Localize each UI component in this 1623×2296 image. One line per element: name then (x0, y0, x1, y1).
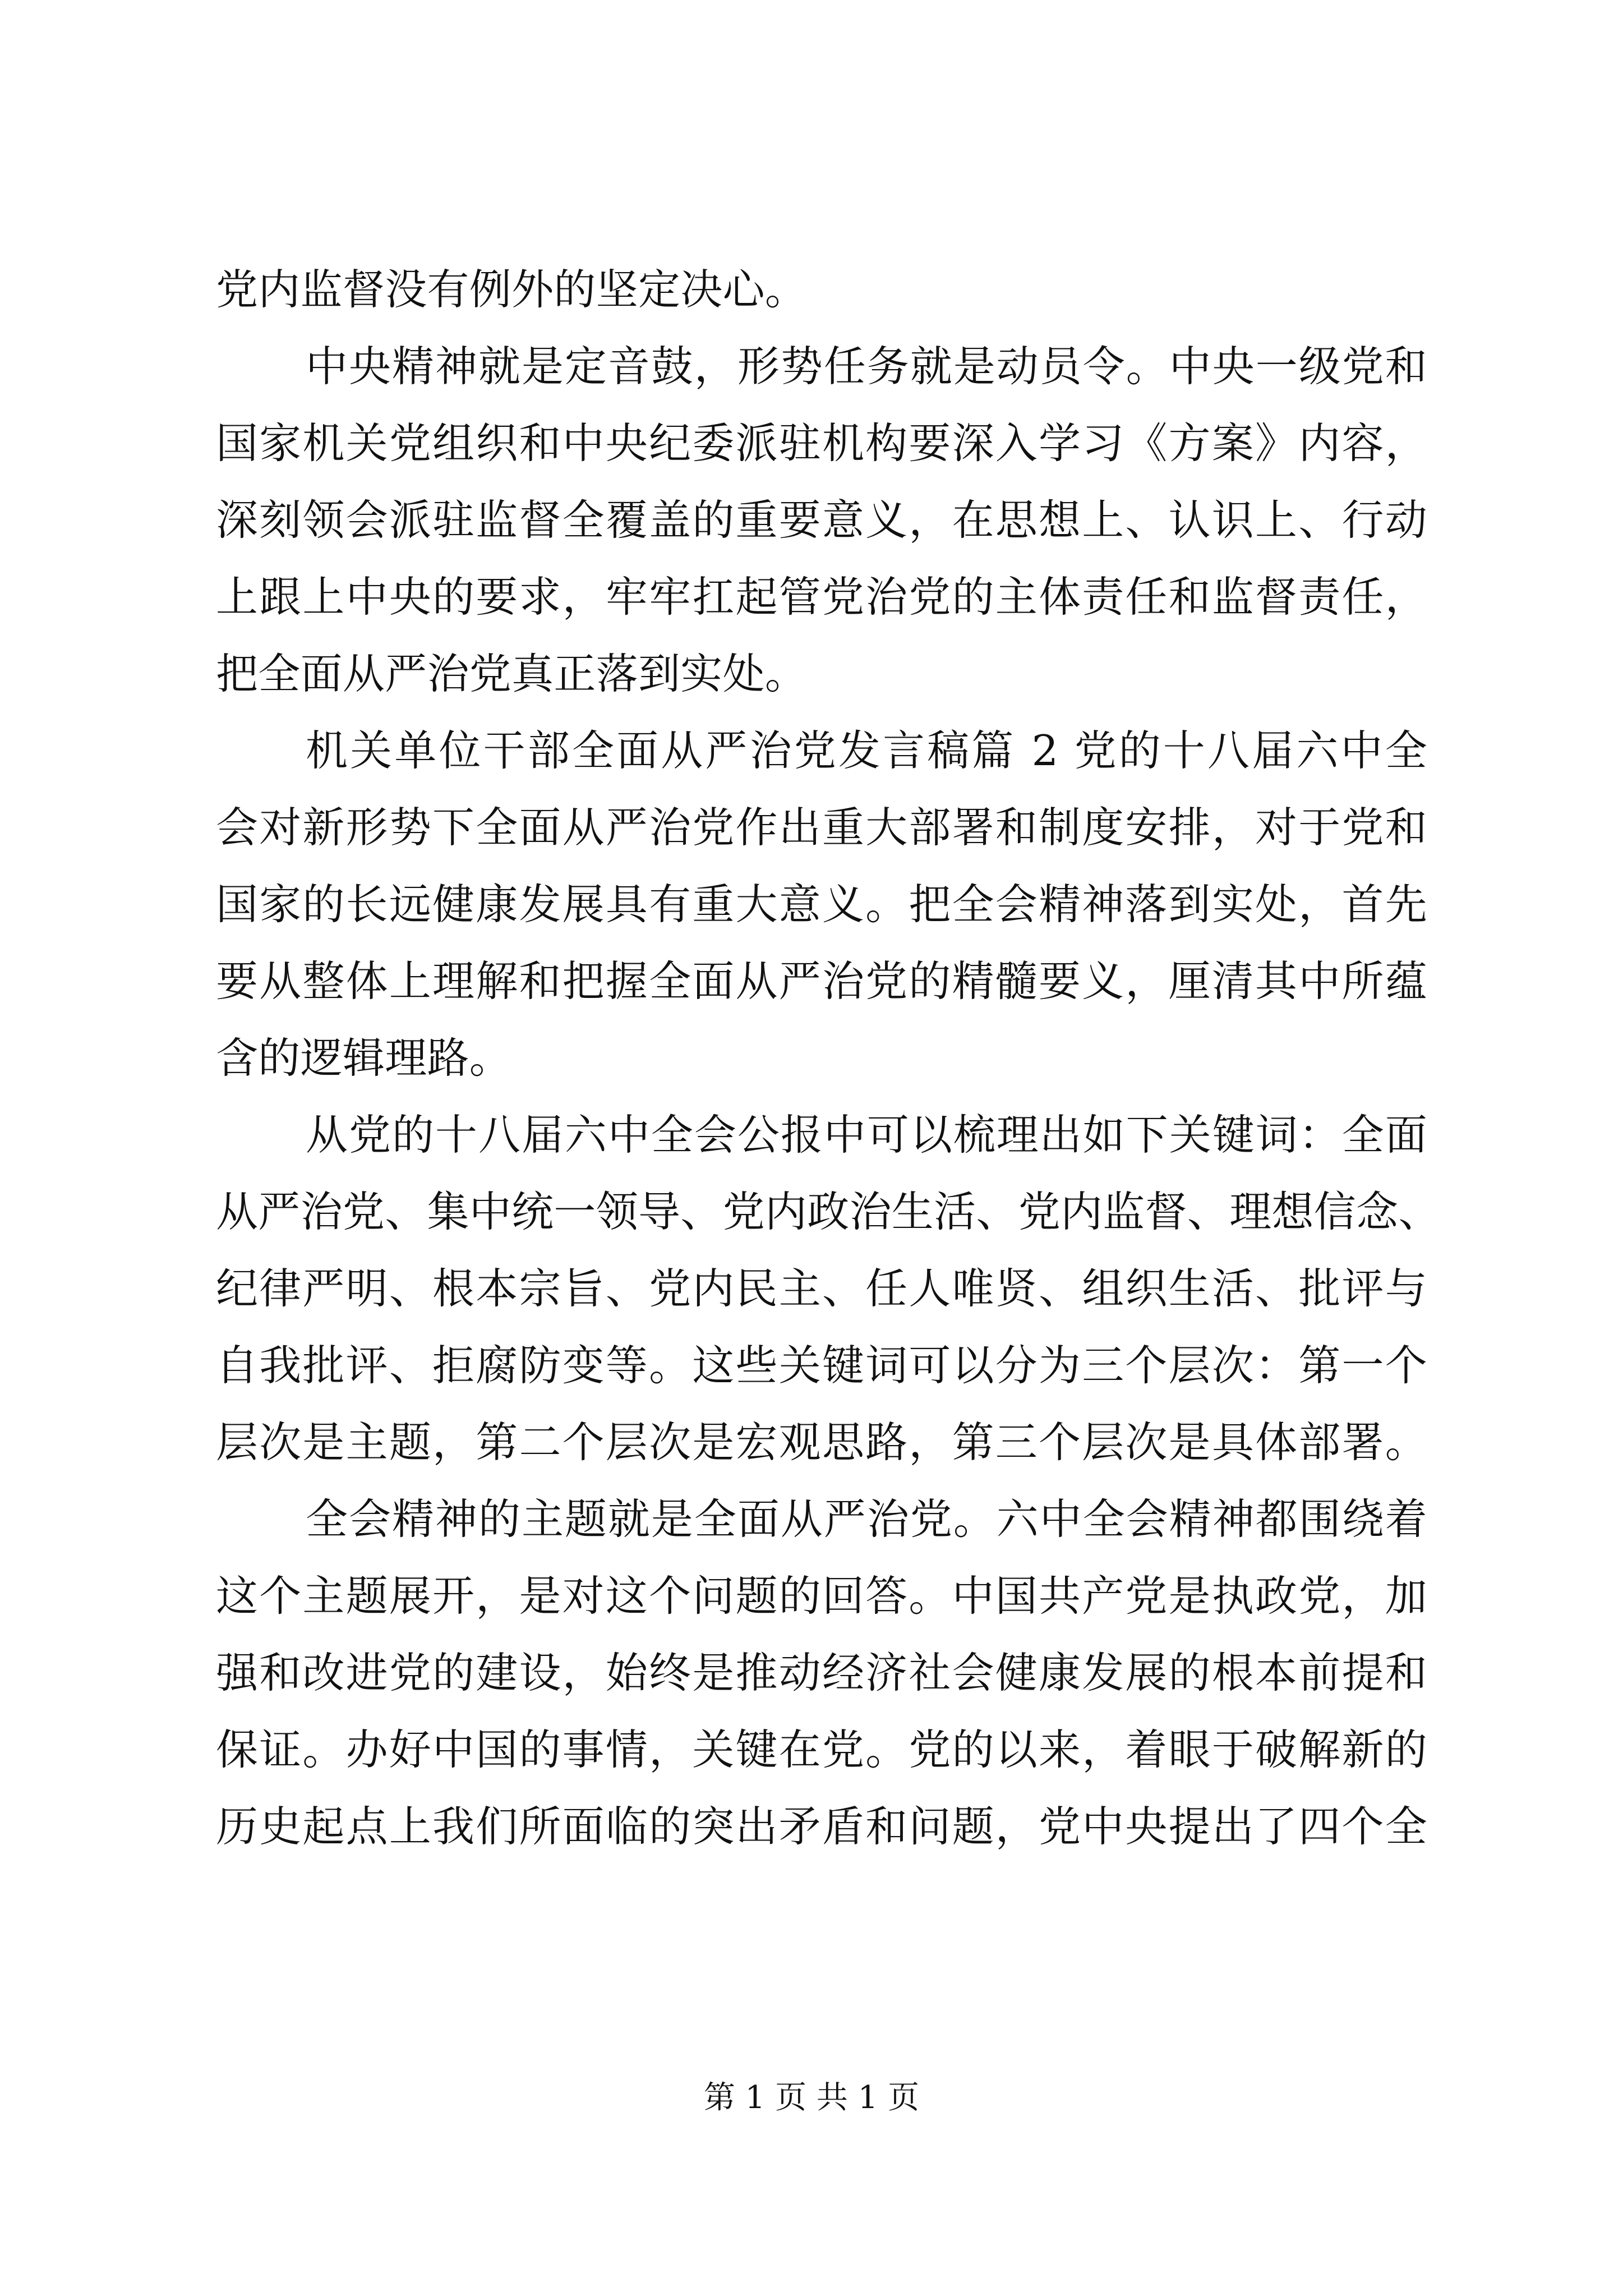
text-line: 中央精神就是定音鼓，形势任务就是动员令。中央一级党和 (306, 342, 1427, 391)
page-footer (0, 2076, 1623, 2120)
text-line: 要从整体上理解和把握全面从严治党的精髓要义，厘清其中所蕴 (216, 956, 1427, 1006)
text-line: 从严治党、集中统一领导、党内政治生活、党内监督、理想信念、 (216, 1187, 1441, 1236)
text-line: 纪律严明、根本宗旨、党内民主、任人唯贤、组织生活、批评与 (216, 1264, 1427, 1313)
text-line: 自我批评、拒腐防变等。这些关键词可以分为三个层次：第一个 (216, 1341, 1427, 1390)
text-line: 把全面从严治党真正落到实处。 (216, 649, 808, 698)
paragraph-2 (216, 328, 1427, 712)
text-line: 这个主题展开，是对这个问题的回答。中国共产党是执政党，加 (216, 1571, 1427, 1621)
text-line: 党内监督没有例外的坚定决心。 (216, 265, 808, 314)
text-line: 上跟上中央的要求，牢牢扛起管党治党的主体责任和监督责任， (216, 572, 1427, 622)
text-line: 含的逻辑理路。 (216, 1033, 512, 1083)
paragraph-1 (216, 251, 1427, 328)
text-line: 会对新形势下全面从严治党作出重大部署和制度安排，对于党和 (216, 803, 1427, 852)
text-line: 全会精神的主题就是全面从严治党。六中全会精神都围绕着 (306, 1494, 1427, 1544)
document-body (216, 251, 1441, 1865)
text-line: 深刻领会派驻监督全覆盖的重要意义，在思想上、认识上、行动 (216, 495, 1427, 545)
text-line: 国家的长远健康发展具有重大意义。把全会精神落到实处，首先 (216, 880, 1427, 929)
text-line: 强和改进党的建设，始终是推动经济社会健康发展的根本前提和 (216, 1648, 1427, 1697)
paragraph-4 (216, 1097, 1441, 1481)
text-line: 历史起点上我们所面临的突出矛盾和问题，党中央提出了四个全 (216, 1802, 1427, 1851)
paragraph-5 (216, 1481, 1427, 1865)
text-line: 国家机关党组织和中央纪委派驻机构要深入学习《方案》内容， (216, 418, 1427, 468)
text-line: 层次是主题，第二个层次是宏观思路，第三个层次是具体部署。 (216, 1418, 1427, 1467)
text-line: 机关单位干部全面从严治党发言稿篇 2 党的十八届六中全 (306, 726, 1427, 775)
page-number-label: 第 1 页 共 1 页 (703, 2079, 920, 2116)
text-line: 从党的十八届六中全会公报中可以梳理出如下关键词：全面 (306, 1110, 1427, 1159)
text-line: 保证。办好中国的事情，关键在党。党的以来，着眼于破解新的 (216, 1725, 1427, 1774)
paragraph-3 (216, 712, 1427, 1097)
